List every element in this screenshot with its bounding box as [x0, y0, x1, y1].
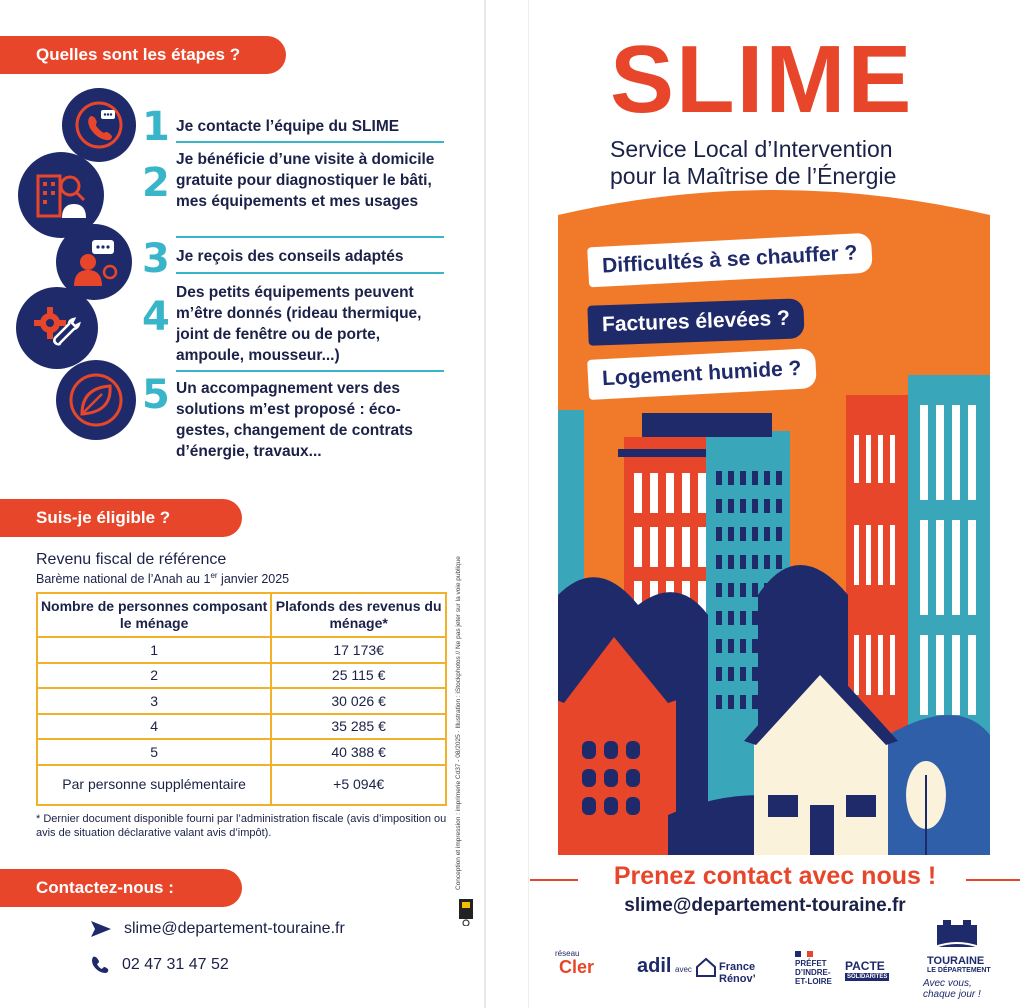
table-cell: +5 094€ — [271, 765, 446, 805]
prefet-line: D’INDRE- — [795, 968, 831, 977]
cta-email[interactable]: slime@departement-touraine.fr — [624, 895, 906, 916]
contact-phone-line[interactable] — [90, 955, 229, 975]
contact-email[interactable]: slime@departement-touraine.fr — [124, 920, 345, 937]
step-5-text: Un accompagnement vers des solutions m’est proposé : éco-gestes, changement de contrats d’énergie, travaux... — [176, 380, 413, 460]
question-humidity: Logement humide ? — [587, 348, 816, 400]
table-row — [37, 637, 446, 663]
step-divider — [176, 141, 444, 143]
step-divider — [176, 236, 444, 238]
partner-logos — [555, 945, 1020, 1005]
subtitle-line: pour la Maîtrise de l’Énergie — [610, 163, 897, 189]
table-cell: 17 173€ — [271, 637, 446, 663]
table-header-ceiling: Plafonds des revenus du ménage* — [271, 593, 446, 637]
table-cell: Par personne supplémentaire — [37, 765, 271, 805]
step-1-text: Je contacte l’équipe du SLIME — [176, 118, 400, 135]
table-cell: 40 388 € — [271, 739, 446, 765]
page-fold — [484, 0, 486, 1008]
table-cell: 25 115 € — [271, 663, 446, 689]
step-3-number: 3 — [142, 236, 170, 282]
contact-phone[interactable]: 02 47 31 47 52 — [122, 956, 229, 973]
touraine-sub: LE DÉPARTEMENT — [927, 967, 991, 974]
prefet-line: ET-LOIRE — [795, 977, 832, 986]
touraine-tower-icon — [933, 917, 981, 951]
cta-heading: Prenez contact avec nous ! — [613, 862, 937, 890]
income-table — [36, 592, 447, 806]
building-inspect-icon — [32, 166, 90, 224]
table-cell: 1 — [37, 637, 271, 663]
steps-heading: Quelles sont les étapes ? — [0, 36, 286, 74]
question-heating: Difficultés à se chauffer ? — [587, 233, 872, 288]
france-renov-house-icon — [695, 957, 717, 977]
prefet-logo — [795, 951, 832, 986]
step-1-number: 1 — [142, 104, 170, 150]
house-window — [768, 795, 798, 817]
france-renov-logo: France Rénov’ — [719, 961, 756, 985]
table-row — [37, 714, 446, 740]
revenue-subtitle: Barème national de l’Anah au 1er janvier 2025 — [36, 571, 290, 587]
step-4-number: 4 — [142, 294, 170, 340]
house-window — [846, 795, 876, 817]
roof — [642, 413, 772, 437]
question-bills: Factures élevées ? — [587, 298, 804, 346]
table-cell: 4 — [37, 714, 271, 740]
recycle-label-icon — [458, 898, 474, 926]
touraine-slogan: Avec vous, chaque jour ! — [923, 978, 981, 1000]
step-5-circle — [56, 360, 136, 440]
prefet-line: PRÉFET — [795, 959, 827, 968]
step-divider — [176, 272, 444, 274]
table-cell: 30 026 € — [271, 688, 446, 714]
revenue-title: Revenu fiscal de référence — [36, 551, 227, 568]
leaf-icon — [68, 372, 124, 428]
table-cell: 2 — [37, 663, 271, 689]
table-row — [37, 765, 446, 805]
table-header-people: Nombre de personnes composant le ménage — [37, 593, 271, 637]
pacte-sub: SOLIDARITÉS — [847, 974, 888, 980]
print-credits: Conception et impression : imprimerie Cd37 - 08/2025 · Illustration : iStockphotos // Ne pas jeter sur la voie publique — [455, 556, 462, 890]
table-cell: 35 285 € — [271, 714, 446, 740]
step-1-circle — [62, 88, 136, 162]
slime-title: SLIME — [610, 26, 914, 133]
page-fold — [528, 0, 529, 1008]
table-row — [37, 688, 446, 714]
phone-icon — [90, 955, 110, 975]
table-header-row — [37, 593, 446, 637]
reseau-label: réseau — [555, 949, 580, 958]
subtitle-line: Service Local d’Intervention — [610, 136, 893, 162]
step-divider — [176, 370, 444, 372]
step-3-text: Je reçois des conseils adaptés — [176, 248, 404, 265]
step-2-number: 2 — [142, 160, 170, 206]
step-5-number: 5 — [142, 372, 170, 418]
eligibility-heading: Suis-je éligible ? — [0, 499, 242, 537]
pacte-logo: PACTE — [845, 959, 885, 973]
phone-chat-icon — [74, 100, 124, 150]
contact-email-line[interactable] — [90, 920, 345, 938]
adil-logo: adil — [637, 955, 672, 977]
advisor-chat-icon — [66, 234, 122, 290]
gear-wrench-icon — [28, 299, 86, 357]
contact-heading: Contactez-nous : — [0, 869, 242, 907]
table-row — [37, 739, 446, 765]
income-footnote: * Dernier document disponible fourni par l’administration fiscale (avis d’imposition ou avis de situation déclarative valant avis d’impôt). — [36, 813, 447, 839]
table-cell: 3 — [37, 688, 271, 714]
house-windows — [582, 741, 640, 815]
touraine-logo: TOURAINE — [927, 955, 985, 967]
step-4-text: Des petits équipements peuvent m’être donnés (rideau thermique, joint de fenêtre ou de porte, ampoule, mousseur...) — [176, 284, 422, 364]
step-4-circle — [16, 287, 98, 369]
avec-label: avec — [675, 965, 692, 974]
send-icon — [90, 920, 112, 938]
house-door — [810, 805, 834, 855]
table-row — [37, 663, 446, 689]
step-2-text: Je bénéficie d’une visite à domicile gratuite pour diagnostiquer le bâti, mes équipements et mes usages — [176, 151, 435, 210]
cler-logo: Cler — [559, 957, 595, 977]
table-cell: 5 — [37, 739, 271, 765]
